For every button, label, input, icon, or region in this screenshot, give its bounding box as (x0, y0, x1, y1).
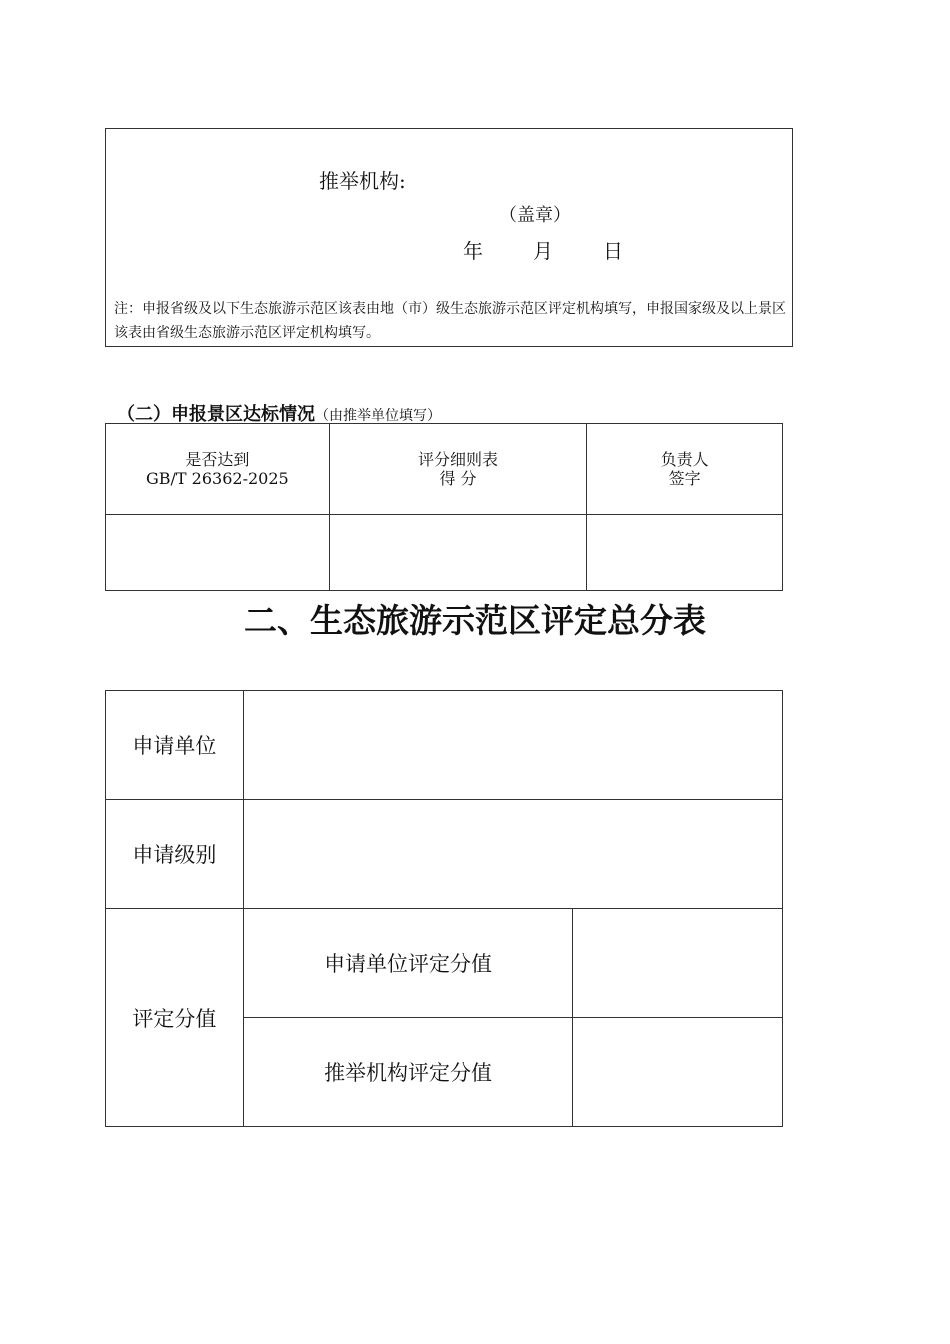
score-label: 评定分值 (106, 909, 244, 1127)
applicant-value-cell[interactable] (243, 691, 782, 800)
applicant-label: 申请单位 (106, 691, 244, 800)
compliance-cell[interactable] (106, 515, 330, 591)
month-label: 月 (533, 239, 553, 263)
level-label: 申请级别 (106, 800, 244, 909)
date-line (463, 235, 623, 264)
score-cell[interactable] (329, 515, 587, 591)
day-label: 日 (603, 239, 623, 263)
recommender-score-value-cell[interactable] (573, 1018, 783, 1127)
table-row (106, 800, 783, 909)
table-row (106, 515, 783, 591)
score-summary-table (105, 690, 783, 1127)
table-header-row (106, 424, 783, 515)
applicant-score-label: 申请单位评定分值 (243, 909, 573, 1018)
year-label: 年 (463, 239, 483, 263)
applicant-score-value-cell[interactable] (573, 909, 783, 1018)
recommender-box (105, 128, 793, 347)
table-row (106, 909, 783, 1018)
section2-title: （二）申报景区达标情况 (117, 404, 315, 425)
score-summary-title: 二、生态旅游示范区评定总分表 (244, 601, 706, 640)
table-row (106, 691, 783, 800)
section2-subtitle: （由推举单位填写） (315, 408, 441, 424)
recommender-note: 注：申报省级及以下生态旅游示范区该表由地（市）级生态旅游示范区评定机构填写，申报国家级及以上景区该表由省级生态旅游示范区评定机构填写。 (114, 301, 786, 341)
recommender-score-label: 推举机构评定分值 (243, 1018, 573, 1127)
recommender-org-label: 推举机构: (319, 169, 406, 193)
standard-compliance-table (105, 423, 783, 591)
header-compliance: 是否达到 GB/T 26362-2025 (106, 424, 330, 515)
signature-cell[interactable] (587, 515, 783, 591)
header-signature: 负责人 签字 (587, 424, 783, 515)
seal-label: （盖章） (499, 205, 571, 226)
level-value-cell[interactable] (243, 800, 782, 909)
header-score: 评分细则表 得 分 (329, 424, 587, 515)
